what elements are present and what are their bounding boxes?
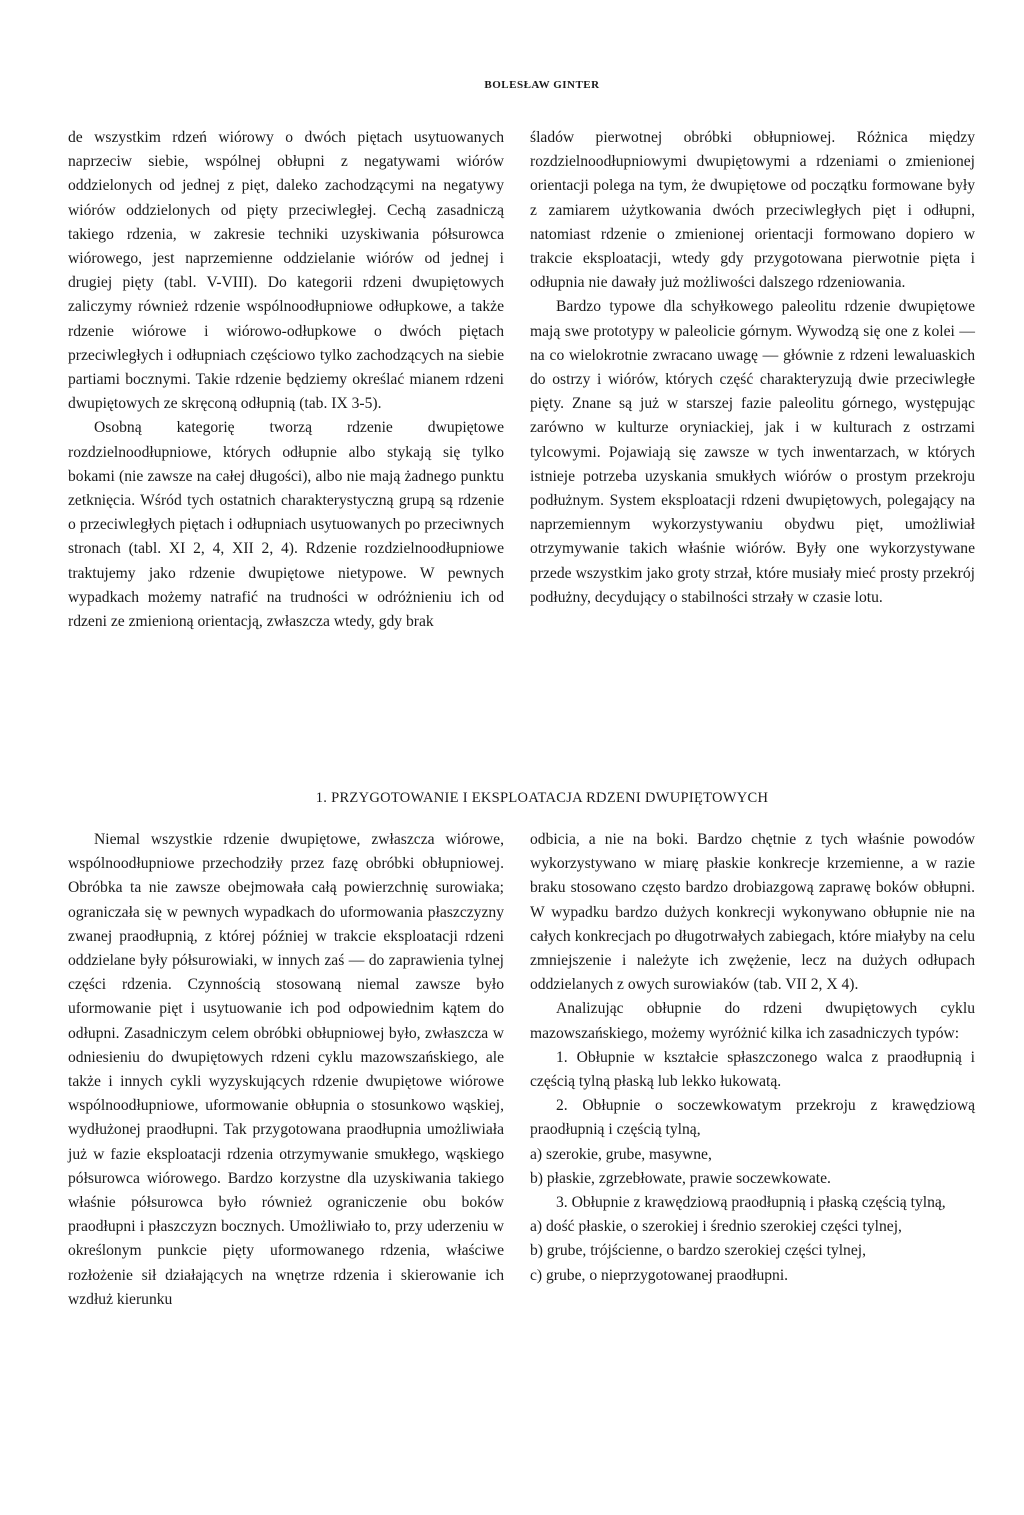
paragraph: odbicia, a nie na boki. Bardzo chętnie z tych właśnie powodów wykorzystywano w miarę płaskie konkrecje krzemienne, a w razie braku stosowano często bardzo drobiazgową zaprawę boków obłupni. W wypadku bardzo dużych konkrecji wykonywano obłupnie nie na całych konkrecjach po długotrwałych zabiegach, które miałyby na celu zmniejszenie i należyte ich zwężenie, lecz na dużych odłupach oddzielanych z owych surowiaków (tab. VII 2, X 4). <box>530 831 975 994</box>
column-3 <box>68 828 504 1312</box>
list-subitem: b) płaskie, zgrzebłowate, prawie soczewkowate. <box>530 1169 831 1187</box>
paragraph: Analizując obłupnie do rdzeni dwupiętowych cyklu mazowszańskiego, możemy wyróżnić kilka ich zasadniczych typów: <box>530 1000 975 1042</box>
section-heading: 1. PRZYGOTOWANIE I EKSPLOATACJA RDZENI DWUPIĘTOWYCH <box>315 790 769 806</box>
paragraph: de wszystkim rdzeń wiórowy o dwóch piętach usytuowanych naprzeciw siebie, wspólnej obłupni z negatywami wiórów oddzielonych od jednej z pięt, daleko zachodzącymi na negatywy wiórów oddzielonych od pięty przeciwległej. Cechą zasadniczą takiego rdzenia, w zakresie techniki uzyskiwania półsurowca wiórowego, jest naprzemienne oddzielanie wiórów od jednej i drugiej pięty (tabl. V-VIII). Do kategorii rdzeni dwupiętowych zaliczymy również rdzenie wspólnoodłupniowe odłupkowe, a także rdzenie wiórowe i wiórowo-odłupkowe o dwóch piętach przeciwległych i odłupniach częściowo tylko zachodzących na siebie partiami bocznymi. Takie rdzenie będziemy określać mianem rdzeni dwupiętowych ze skręconą odłupnią (tab. IX 3-5). <box>68 129 504 413</box>
paragraph: śladów pierwotnej obróbki obłupniowej. Różnica między rozdzielnoodłupniowymi dwupiętowymi a rdzeniami o zmienionej orientacji polega na tym, że dwupiętowe od początku formowane były z zamiarem użytkowania dwóch przeciwległych pięt i odłupni, natomiast rdzenie o zmienionej orientacji formowano dopiero w trakcie eksploatacji, wtedy gdy przygotowana pierwotnie pięta i odłupnia nie dawały już możliwości dalszego rdzeniowania. <box>530 129 975 292</box>
paragraph: Niemal wszystkie rdzenie dwupiętowe, zwłaszcza wiórowe, wspólnoodłupniowe przechodziły przez fazę obróbki obłupniowej. Obróbka ta nie zawsze obejmowała całą powierzchnię surowiaka; ograniczała się w pewnych wypadkach do uformowania płaszczyzny zwanej praodłupnią, z której później w trakcie eksploatacji rdzeni oddzielane były półsurowiaki, w innych zaś — do zaprawienia tylnej części rdzenia. Czynnością stosowaną niemal zawsze było uformowanie pięt i usytuowanie ich pod odpowiednim kątem do odłupni. Zasadniczym celem obróbki obłupniowej było, zwłaszcza w odniesieniu do dwupiętowych rdzeni cyklu mazowszańskiego, ale także i innych cykli wyzyskujących rdzenie dwupiętowe wiórowe wspólnoodłupniowe, uformowanie obłupnia o stosunkowo wąskiej, wydłużonej praodłupni. Tak przygotowana praodłupnia umożliwiała już w fazie eksploatacji rdzenia otrzymywanie smukłego, wąskiego półsurowca wiórowego. Bardzo korzystne dla uzyskiwania takiego właśnie półsurowca było również ograniczenie obu boków praodłupni i płaszczyzn bocznych. Umożliwiało to, przy uderzeniu w określonym punkcie pięty uformowanego rdzenia, właściwe rozłożenie sił działających na wnętrze rdzenia i skierowanie ich wzdłuż kierunku <box>68 831 504 1308</box>
list-subitem: a) dość płaskie, o szerokiej i średnio szerokiej części tylnej, <box>530 1218 902 1236</box>
column-2 <box>530 126 975 610</box>
column-4 <box>530 828 975 1288</box>
paragraph: Osobną kategorię tworzą rdzenie dwupiętowe rozdzielnoodłupniowe, których odłupnie albo stykają się tylko bokami (nie zawsze na całej długości), albo nie mają żadnego punktu zetknięcia. Wśród tych ostatnich charakterystyczną grupą są rdzenie o przeciwległych piętach i odłupniach usytuowanych po przeciwnych stronach (tabl. XI 2, 4, XII 2, 4). Rdzenie rozdzielnoodłupniowe traktujemy jako rdzenie dwupiętowe nietypowe. W pewnych wypadkach możemy natrafić na trudności w odróżnieniu ich od rdzeni ze zmienioną orientacją, zwłaszcza wtedy, gdy brak <box>68 419 504 631</box>
column-1 <box>68 126 504 634</box>
list-item: 1. Obłupnie w kształcie spłaszczonego walca z praodłupnią i częścią tylną płaską lub lekko łukowatą. <box>530 1048 975 1091</box>
paragraph: Bardzo typowe dla schyłkowego paleolitu rdzenie dwupiętowe mają swe prototypy w paleolicie górnym. Wywodzą się one z kolei — na co wielokrotnie zwracano uwagę — głównie z rdzeni lewaluaskich do ostrzy i wiórów, których część charakteryzują dwie przeciwległe pięty. Znane są już w starszej fazie paleolitu górnego, występując zarówno w kulturze oryniackiej, jak i w kulturach z ostrzami tylcowymi. Pojawiają się zawsze w tych inwentarzach, w których istnieje potrzeba uzyskania smukłych wiórów o prostym przekroju podłużnym. System eksploatacji rdzeni dwupiętowych, polegający na naprzemiennym wykorzystywaniu obydwu pięt, umożliwiał otrzymywanie takich właśnie wiórów. Były one wykorzystywane przede wszystkim jako groty strzał, które musiały mieć prosty przekrój podłużny, decydujący o stabilności strzały w czasie lotu. <box>530 298 975 606</box>
running-header: BOLESŁAW GINTER <box>484 79 600 91</box>
list-subitem: b) grube, trójścienne, o bardzo szerokiej części tylnej, <box>530 1242 866 1260</box>
list-subitem: a) szerokie, grube, masywne, <box>530 1145 712 1163</box>
list-subitem: c) grube, o nieprzygotowanej praodłupni. <box>530 1266 789 1284</box>
list-item: 3. Obłupnie z krawędziową praodłupnią i płaską częścią tylną, <box>556 1194 946 1212</box>
list-item: 2. Obłupnie o soczewkowatym przekroju z krawędziową praodłupnią i częścią tylną, <box>530 1097 975 1139</box>
